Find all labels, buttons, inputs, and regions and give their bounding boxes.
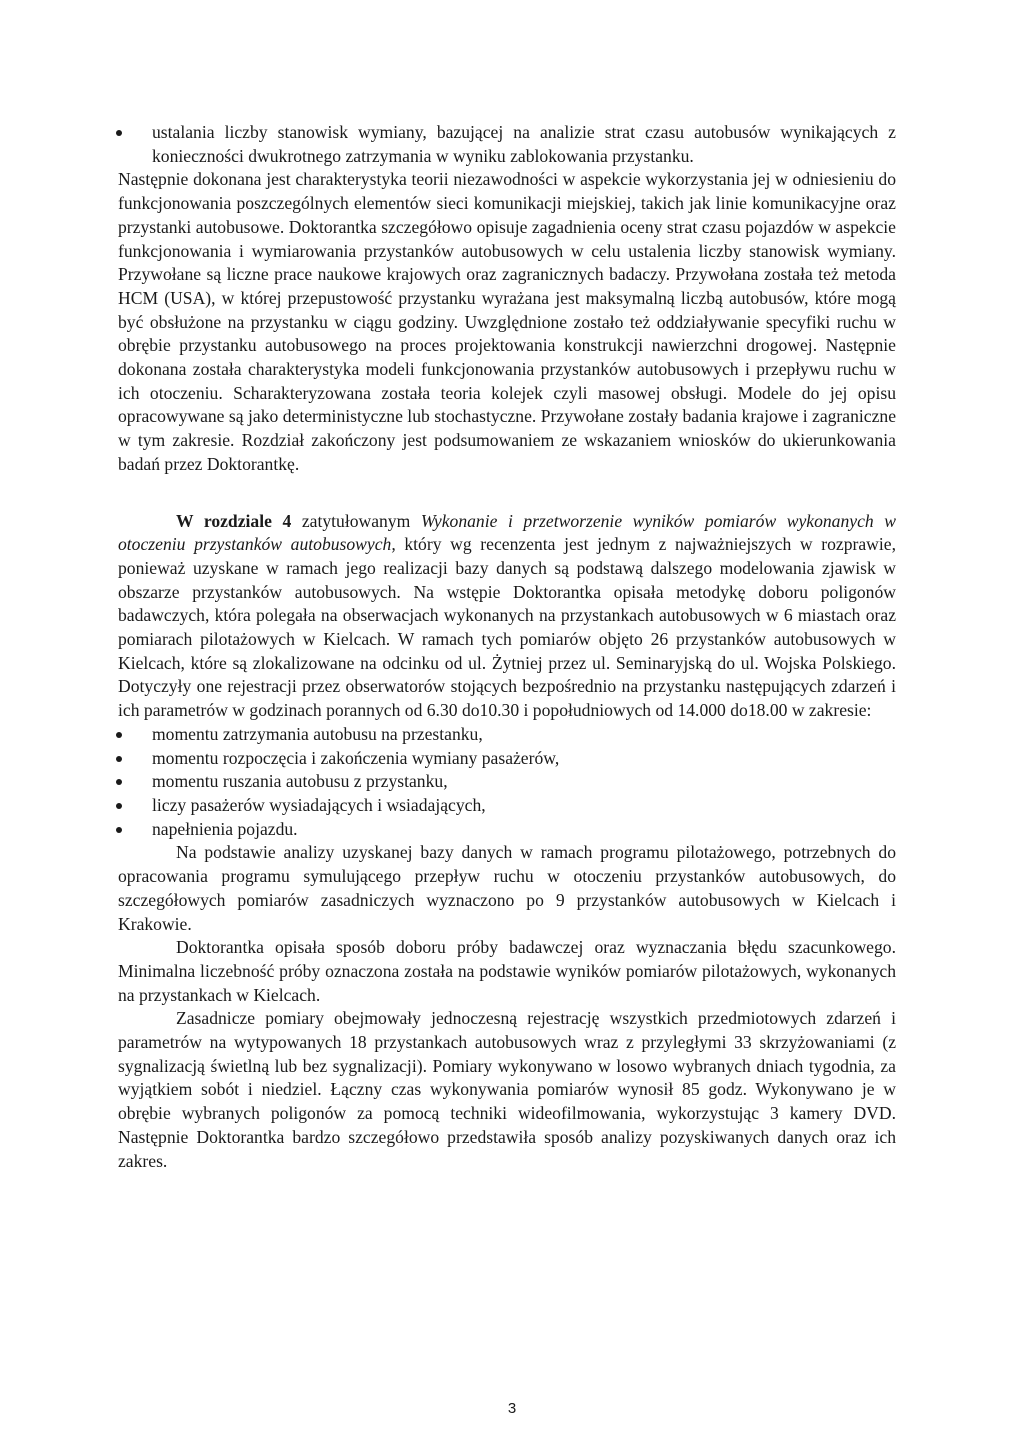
list-item: napełnienia pojazdu.: [118, 818, 896, 842]
paragraph-pilot-program: Na podstawie analizy uzyskanej bazy danych w ramach programu pilotażowego, potrzebnych do opracowania programu symulującego przepływ ruchu w otoczeniu przystanków autobusowych, do szczegółowych pomiarów zasadniczych wyznaczono po 9 przystanków autobusowych w Kielcach i Krakowie.: [118, 842, 896, 934]
chapter-4-lead-text: zatytułowanym: [291, 510, 421, 531]
paragraph-main-measurements: Zasadnicze pomiary obejmowały jednoczesną rejestrację wszystkich przedmiotowych zdarzeń i parametrów na wytypowanych 18 przystankach autobusowych wraz z przyległymi 33 skrzyżowaniami (z sygnalizacją świetlną lub bez sygnalizacji). Pomiary wykonywano w losowo wybranych dniach tygodnia, za wyjątkiem sobót i niedziel. Łączny czas wykonywania pomiarów wynosił 85 godz. Wykonywano je w obrębie wybranych poligonów za pomocą techniki wideofilmowania, wykorzystując 3 kamery DVD. Następnie Doktorantka bardzo szczegółowo przedstawiła sposób analizy pozyskiwanych danych oraz ich zakres.: [118, 1008, 896, 1171]
document-page: [118, 121, 896, 1173]
list-item: momentu rozpoczęcia i zakończenia wymiany pasażerów,: [118, 747, 896, 771]
criteria-list: [118, 121, 896, 168]
chapter-4-title: Wykonanie i przetworzenie wyników pomiarów wykonanych w otoczeniu przystanków autobusowych,: [118, 510, 896, 555]
list-item: momentu zatrzymania autobusu na przestanku,: [118, 723, 896, 747]
paragraph-chapter-4: [118, 510, 896, 723]
paragraph-reliability-theory: Następnie dokonana jest charakterystyka teorii niezawodności w aspekcie wykorzystania jej w odniesieniu do funkcjonowania poszczególnych elementów sieci komunikacji miejskiej, takich jak linie komunikacyjne oraz przystanki autobusowe. Doktorantka szczegółowo opisuje zagadnienia oceny strat czasu pojazdów w aspekcie funkcjonowania i wymiarowania przystanków autobusowych w celu ustalenia liczby stanowisk wymiany. Przywołane są liczne prace naukowe krajowych oraz zagranicznych badaczy. Przywołana została też metoda HCM (USA), w której przepustowość przystanku wyrażana jest maksymalną liczbą autobusów, które mogą być obsłużone na przystanku w ciągu godziny. Uwzględnione zostało też oddziaływanie specyfiki ruchu w obrębie przystanku autobusowego na proces projektowania konstrukcji nawierzchni drogowej. Następnie dokonana została charakterystyka modeli funkcjonowania przystanków autobusowych i przepływu ruchu w ich otoczeniu. Scharakteryzowana została teoria kolejek czyli masowej obsługi. Modele do jej opisu opracowywane są jako deterministyczne lub stochastyczne. Przywołane zostały badania krajowe i zagraniczne w tym zakresie. Rozdział zakończony jest podsumowaniem ze wskazaniem wniosków do ukierunkowania badań przez Doktorantkę.: [118, 169, 896, 474]
page-number: 3: [507, 1400, 517, 1417]
list-item: liczy pasażerów wysiadających i wsiadających,: [118, 794, 896, 818]
criteria-item-1: ustalania liczby stanowisk wymiany, bazującej na analizie strat czasu autobusów wynikających z konieczności dwukrotnego zatrzymania w wyniku zablokowania przystanku.: [118, 121, 896, 168]
paragraph-sample-selection: Doktorantka opisała sposób doboru próby badawczej oraz wyznaczania błędu szacunkowego. Minimalna liczebność próby oznaczona została na podstawie wyników pomiarów pilotażowych, wykonanych na przystankach w Kielcach.: [118, 937, 896, 1005]
list-item: momentu ruszania autobusu z przystanku,: [118, 770, 896, 794]
chapter-4-lead: W rozdziale 4: [176, 510, 292, 531]
chapter-4-body: który wg recenzenta jest jednym z najważniejszych w rozprawie, ponieważ uzyskane w ramach jego realizacji bazy danych są podstawą dalszego modelowania zjawisk w obszarze przystanków autobusowych. Na wstępie Doktorantka opisała metodykę doboru poligonów badawczych, która polegała na obserwacjach wykonanych na przystankach autobusowych w 6 miastach oraz pomiarach pilotażowych w Kielcach. W ramach tych pomiarów objęto 26 przystanków autobusowych w Kielcach, które są zlokalizowane na odcinku od ul. Żytniej przez ul. Seminaryjską do ul. Wojska Polskiego. Dotyczyły one rejestracji przez obserwatorów stojących bezpośrednio na przystanku następujących zdarzeń i ich parametrów w godzinach porannych od 6.30 do10.30 i popołudniowych od 14.000 do18.00 w zakresie:: [118, 534, 896, 721]
measurement-scope-list: [118, 723, 896, 842]
